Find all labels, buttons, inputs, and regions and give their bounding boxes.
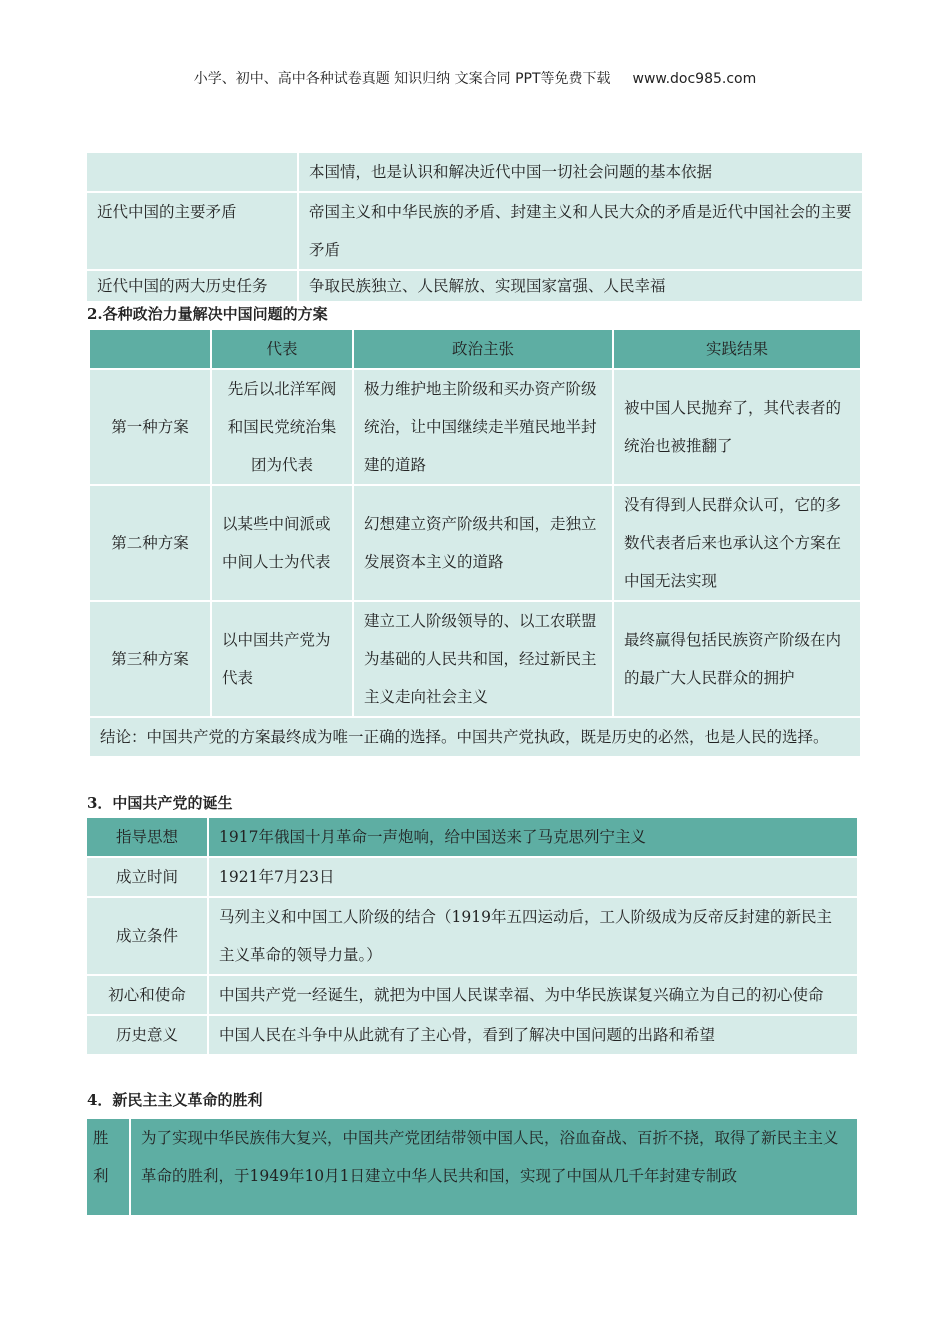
table-row <box>87 153 862 191</box>
table-header-row <box>90 330 860 368</box>
section-2-title: 2.各种政治力量解决中国问题的方案 <box>87 305 328 323</box>
table-victory <box>85 1117 859 1217</box>
row-content: 为了实现中华民族伟大复兴，中国共产党团结带领中国人民，浴血奋战、百折不挠，取得了新民主主义革命的胜利，于1949年10月1日建立中华人民共和国，实现了中国从几千年封建专制政 <box>131 1119 857 1215</box>
table-row <box>87 818 857 856</box>
row-label: 胜利 <box>87 1119 129 1215</box>
table-row <box>87 898 857 974</box>
page-header <box>0 68 950 88</box>
row-content: 1921年7月23日 <box>209 858 857 896</box>
table-row <box>90 718 860 756</box>
plan-rep: 以中国共产党为代表 <box>212 602 352 716</box>
section-4-title: 4．新民主主义革命的胜利 <box>87 1091 263 1109</box>
table-row <box>87 1016 857 1054</box>
row-content: 争取民族独立、人民解放、实现国家富强、人民幸福 <box>299 271 862 301</box>
row-label: 成立条件 <box>87 898 207 974</box>
row-content: 本国情，也是认识和解决近代中国一切社会问题的基本依据 <box>299 153 862 191</box>
conclusion: 结论：中国共产党的方案最终成为唯一正确的选择。中国共产党执政，既是历史的必然，也是人民的选择。 <box>90 718 860 756</box>
row-label: 初心和使命 <box>87 976 207 1014</box>
table-row <box>87 976 857 1014</box>
table-plans <box>88 328 862 758</box>
table-party-birth <box>85 816 859 1056</box>
plan-result: 没有得到人民群众认可，它的多数代表者后来也承认这个方案在中国无法实现 <box>614 486 860 600</box>
column-header: 政治主张 <box>354 330 612 368</box>
plan-name: 第三种方案 <box>90 602 210 716</box>
row-label: 成立时间 <box>87 858 207 896</box>
plan-claim: 建立工人阶级领导的、以工农联盟为基础的人民共和国，经过新民主主义走向社会主义 <box>354 602 612 716</box>
plan-name: 第一种方案 <box>90 370 210 484</box>
plan-claim: 幻想建立资产阶级共和国，走独立发展资本主义的道路 <box>354 486 612 600</box>
header-text: 小学、初中、高中各种试卷真题 知识归纳 文案合同 PPT等免费下载 <box>193 71 611 87</box>
table-row <box>87 271 862 301</box>
plan-claim: 极力维护地主阶级和买办资产阶级统治，让中国继续走半殖民地半封建的道路 <box>354 370 612 484</box>
row-content: 1917年俄国十月革命一声炮响，给中国送来了马克思列宁主义 <box>209 818 857 856</box>
table-modern-china <box>85 151 864 303</box>
column-header <box>90 330 210 368</box>
table-row <box>87 193 862 269</box>
plan-rep: 先后以北洋军阀和国民党统治集团为代表 <box>212 370 352 484</box>
row-content: 中国共产党一经诞生，就把为中国人民谋幸福、为中华民族谋复兴确立为自己的初心使命 <box>209 976 857 1014</box>
table-row <box>87 858 857 896</box>
row-label <box>87 153 297 191</box>
header-url[interactable]: www.doc985.com <box>632 71 757 87</box>
table-row <box>87 1119 857 1215</box>
row-label: 近代中国的两大历史任务 <box>87 271 297 301</box>
column-header: 代表 <box>212 330 352 368</box>
row-content: 中国人民在斗争中从此就有了主心骨，看到了解决中国问题的出路和希望 <box>209 1016 857 1054</box>
row-content: 帝国主义和中华民族的矛盾、封建主义和人民大众的矛盾是近代中国社会的主要矛盾 <box>299 193 862 269</box>
row-content: 马列主义和中国工人阶级的结合（1919年五四运动后，工人阶级成为反帝反封建的新民主主义革命的领导力量。） <box>209 898 857 974</box>
table-row <box>90 602 860 716</box>
plan-result: 被中国人民抛弃了，其代表者的统治也被推翻了 <box>614 370 860 484</box>
plan-name: 第二种方案 <box>90 486 210 600</box>
row-label: 指导思想 <box>87 818 207 856</box>
section-3-title: 3．中国共产党的诞生 <box>87 794 233 812</box>
column-header: 实践结果 <box>614 330 860 368</box>
table-row <box>90 370 860 484</box>
plan-result: 最终赢得包括民族资产阶级在内的最广大人民群众的拥护 <box>614 602 860 716</box>
row-label: 历史意义 <box>87 1016 207 1054</box>
plan-rep: 以某些中间派或中间人士为代表 <box>212 486 352 600</box>
table-row <box>90 486 860 600</box>
row-label: 近代中国的主要矛盾 <box>87 193 297 269</box>
